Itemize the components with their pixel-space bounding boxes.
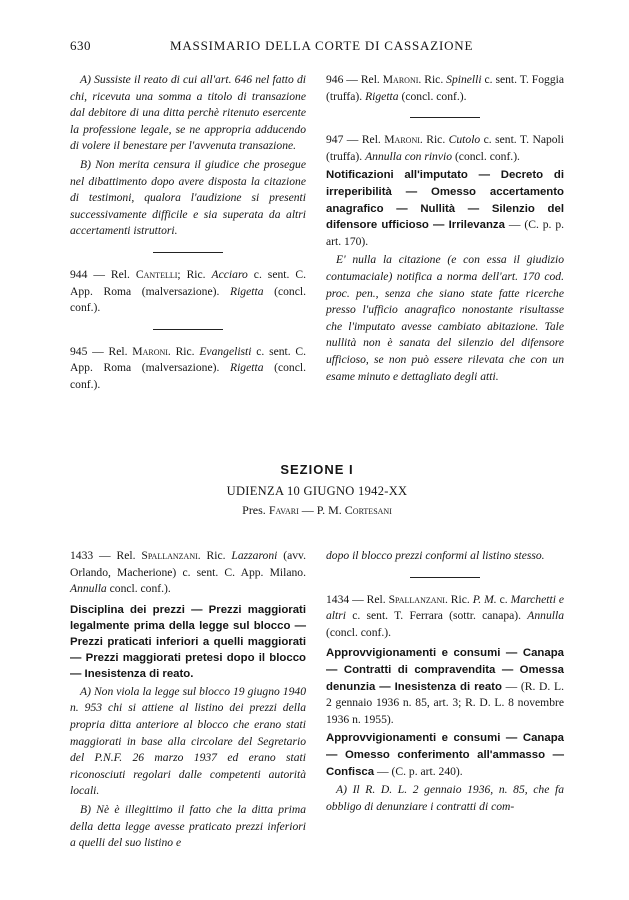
section-title: SEZIONE I [280,462,354,477]
separator-rule [153,329,223,330]
continued-text: dopo il blocco prezzi conformi al listino stesso. [326,549,545,562]
entry-945: 945 — Rel. Maroni. Ric. Evangelisti c. sent. C. App. Roma (malversazione). Rigetta (concl. conf.). [70,344,307,391]
top-right-column [326,72,564,387]
entry-946: 946 — Rel. Maroni. Ric. Spinelli c. sent. T. Foggia (truffa). Rigetta (concl. conf.). [326,73,564,103]
separator-rule [410,117,480,118]
entry-1434: 1434 — Rel. Spallanzani. Ric. P. M. c. Marchetti e altri c. sent. T. Ferrara (sottr. canapa). Annulla (concl. conf.). [326,592,564,639]
maxim-paragraph-b: B) Non merita censura il giudice che prosegue nel dibattimento dopo avere disposta la citazione di testimoni, qualora l'audizione si presenti successivamente difficile e sia superata da altri accertamenti istruttori. [70,157,306,238]
hearing-date: UDIENZA 10 GIUGNO 1942-XX [226,484,408,498]
bottom-left-column [70,548,306,854]
maxim-body: E' nulla la citazione (e con essa il giudizio contumaciale) notifica a norma dell'art. 170 cod. proc. pen., senza che siano state fatte ricerche presso l'ufficio anagrafico nonostante risultasse che l'imputato avesse cambiato abitazione. Tale nullità non è sanata del silenzio del difensore ufficioso, se non può essere rilevata che con un esame minuto e dettagliato degli atti. [326,253,564,383]
separator-rule [153,252,223,253]
subject-heading: Approvvigionamenti e consumi — Canapa — Omesso conferimento all'ammasso — Confisca — (C. p. art. 240). [326,732,564,778]
subject-heading: Disciplina dei prezzi — Prezzi maggiorati legalmente prima della legge sul blocco — Prezzi praticati inferiori a quelli maggiorati — Prezzi maggiorati pretesi dopo il blocco — Inesistenza di reato. [70,603,306,680]
subject-heading: Approvvigionamenti e consumi — Canapa — Contratti di compravendita — Omessa denunzia — Inesistenza di reato — (R. D. L. 2 gennaio 1936 n. 85, art. 3; R. D. L. 8 novembre 1936 n. 1955). [326,647,564,726]
entry-947: 947 — Rel. Maroni. Ric. Cutolo c. sent. T. Napoli (truffa). Annulla con rinvio (concl. conf.). [326,133,564,163]
maxim-paragraph-a: A) Non viola la legge sul blocco 19 giugno 1940 n. 953 chi si attiene al listino dei prezzi della propria ditta anteriore al blocco che erano stati maggiorati in base alla circolare del Segretario del P.N.F. 26 marzo 1937 ed erano stati riconosciuti regolari dalle competenti autorità locali. [70,684,306,798]
subject-heading: Notificazioni all'imputato — Decreto di irreperibilità — Omesso accertamento anagrafico — Nullità — Silenzio del difensore ufficioso — Irrilevanza — (C. p. p. art. 170). [326,169,565,248]
entry-1433: 1433 — Rel. Spallanzani. Ric. Lazzaroni (avv. Orlando, Macherione) c. sent. C. App. Milano. Annulla concl. conf.). [70,549,306,596]
separator-rule [410,577,480,578]
presiding-line: Pres. Favari — P. M. Cortesani [242,503,392,517]
bottom-right-column [326,548,564,817]
maxim-paragraph-a: A) Il R. D. L. 2 gennaio 1936, n. 85, che fa obbligo di denunziare i contratti di com- [326,783,564,813]
running-title: MASSIMARIO DELLA CORTE DI CASSAZIONE [170,38,474,53]
entry-944: 944 — Rel. Cantelli; Ric. Acciaro c. sent. C. App. Roma (malversazione). Rigetta (concl. conf.). [70,267,306,315]
maxim-paragraph-a: A) Sussiste il reato di cui all'art. 646 nel fatto di chi, ricevuta una somma a titolo di transazione dal debitore di una ditta perchè ritenuto esercente la professione legale, se ne appropria adducendo di volere il benestare per l'avvenuta transazione. [70,73,306,153]
page-number: 630 [70,38,91,53]
top-left-column [70,72,306,396]
maxim-paragraph-b: B) Nè è illegittimo il fatto che la ditta prima della detta legge avesse praticato prezzi inferiori a quelli del suo listino e [70,802,306,850]
